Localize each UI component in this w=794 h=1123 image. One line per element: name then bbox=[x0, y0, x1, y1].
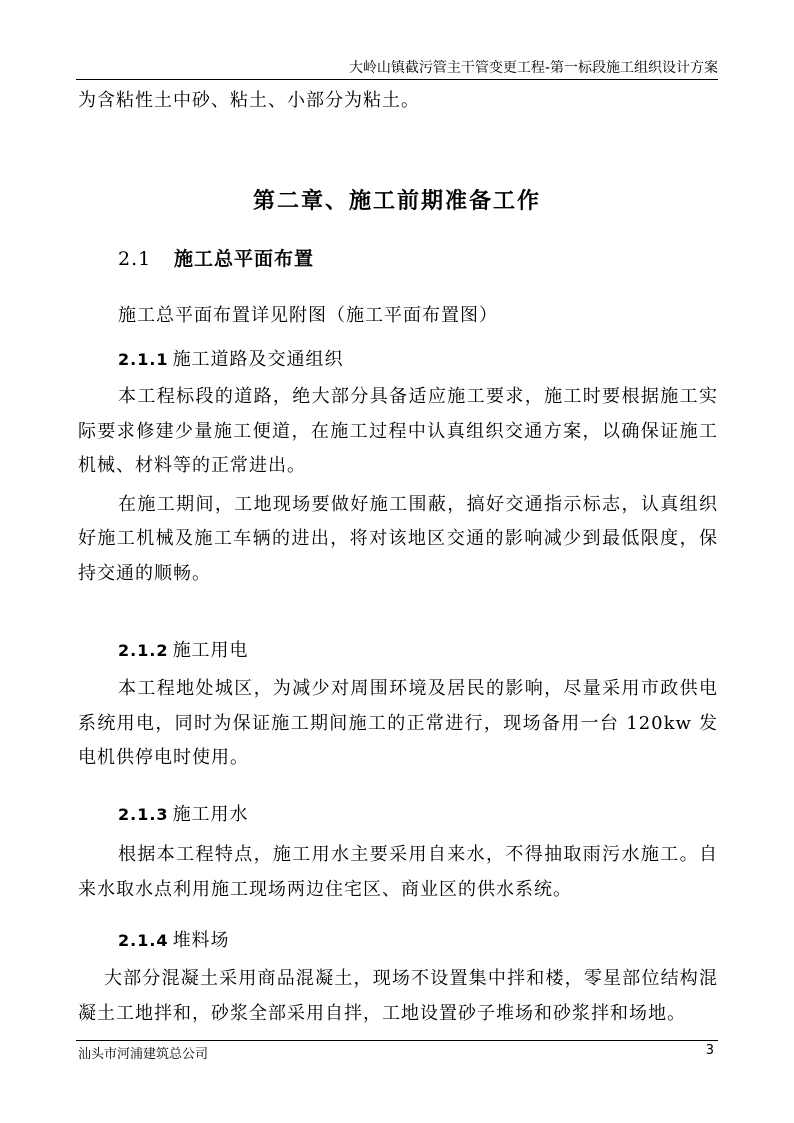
running-header: 大岭山镇截污管主干管变更工程-第一标段施工组织设计方案 bbox=[348, 60, 718, 76]
subsection-number: 2.1.1 bbox=[118, 350, 169, 369]
subsection-body-2-1-3 bbox=[78, 838, 718, 907]
section-heading bbox=[118, 244, 314, 271]
section-number: 2.1 bbox=[118, 248, 152, 270]
subsection-heading-2-1-1 bbox=[118, 345, 344, 371]
subsection-heading-2-1-3 bbox=[118, 800, 249, 826]
subsection-number: 2.1.3 bbox=[118, 805, 169, 824]
subsection-body-2-1-2 bbox=[78, 672, 718, 776]
paragraph: 在施工期间，工地现场要做好施工围蔽，搞好交通指示标志，认真组织好施工机械及施工车辆的进出，将对该地区交通的影响减少到最低限度，保持交通的顺畅。 bbox=[78, 493, 718, 584]
paragraph: 本工程标段的道路，绝大部分具备适应施工要求，施工时要根据施工实际要求修建少量施工便道，在施工过程中认真组织交通方案，以确保证施工机械、材料等的正常进出。 bbox=[78, 386, 718, 476]
subsection-body-2-1-4 bbox=[78, 962, 718, 1031]
section-intro bbox=[78, 299, 718, 334]
subsection-heading-2-1-4 bbox=[118, 926, 230, 952]
page-number: 3 bbox=[705, 1043, 714, 1058]
subsection-title: 堆料场 bbox=[172, 930, 230, 951]
section-intro-text: 施工总平面布置详见附图（施工平面布置图） bbox=[118, 305, 498, 326]
header-rule bbox=[76, 79, 718, 80]
intro-text: 为含粘性土中砂、粘土、小部分为粘土。 bbox=[78, 90, 420, 111]
section-title: 施工总平面布置 bbox=[174, 248, 315, 270]
paragraph: 大部分混凝土采用商品混凝土，现场不设置集中拌和楼，零星部位结构混凝土工地拌和，砂浆全部采用自拌，工地设置砂子堆场和砂浆拌和场地。 bbox=[78, 968, 718, 1024]
intro-paragraph bbox=[78, 84, 718, 119]
subsection-body-2-1-1 bbox=[78, 380, 718, 591]
footer-rule bbox=[76, 1040, 718, 1041]
subsection-title: 施工用电 bbox=[172, 640, 249, 661]
subsection-number: 2.1.4 bbox=[118, 931, 169, 950]
subsection-number: 2.1.2 bbox=[118, 641, 169, 660]
subsection-title: 施工用水 bbox=[172, 804, 249, 825]
subsection-title: 施工道路及交通组织 bbox=[172, 349, 344, 370]
subsection-heading-2-1-2 bbox=[118, 636, 249, 662]
paragraph: 本工程地处城区，为减少对周围环境及居民的影响，尽量采用市政供电系统用电，同时为保证施工期间施工的正常进行，现场备用一台 120kw 发电机供停电时使用。 bbox=[78, 678, 718, 768]
paragraph: 根据本工程特点，施工用水主要采用自来水，不得抽取雨污水施工。自来水取水点利用施工现场两边住宅区、商业区的供水系统。 bbox=[78, 844, 718, 900]
chapter-title: 第二章、施工前期准备工作 bbox=[252, 189, 541, 214]
footer-company: 汕头市河浦建筑总公司 bbox=[78, 1047, 209, 1062]
